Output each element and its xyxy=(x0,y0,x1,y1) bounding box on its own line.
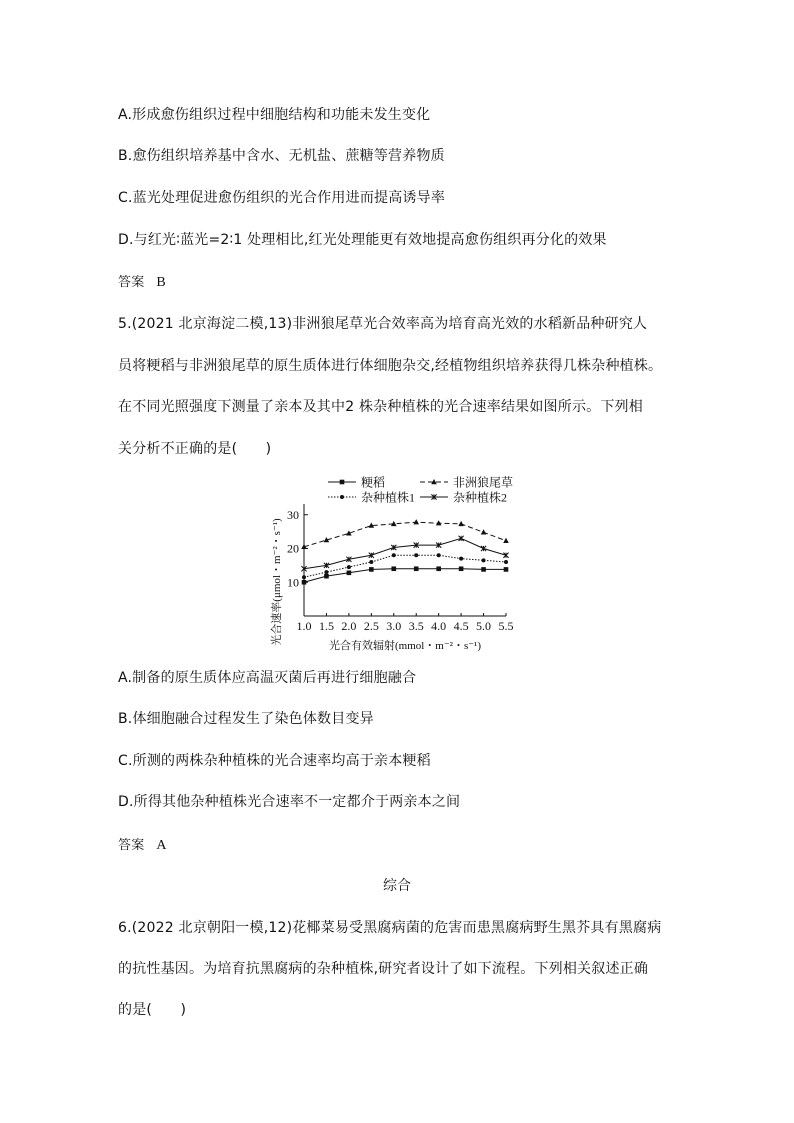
series-line xyxy=(304,522,506,547)
data-point xyxy=(414,553,418,557)
section-title: 综合 xyxy=(383,878,411,894)
data-point xyxy=(340,480,345,485)
x-tick-label: 2.0 xyxy=(341,619,357,633)
photosynthesis-line-chart xyxy=(262,470,524,658)
chart-series xyxy=(301,519,509,584)
question-6-line-3: 的是( ) xyxy=(118,1002,187,1018)
data-point xyxy=(369,567,374,572)
answer-row xyxy=(118,272,166,293)
series-4 xyxy=(301,536,508,572)
y-axis-label: 光合速率(μmol・m⁻²・s⁻¹) xyxy=(271,518,283,646)
q5-option-a-text: A.制备的原生质体应高温灭菌后再进行细胞融合 xyxy=(118,670,417,686)
data-point xyxy=(458,521,464,526)
data-point xyxy=(413,519,419,524)
q5-option-b-text: B.体细胞融合过程发生了染色体数目变异 xyxy=(118,711,374,727)
data-point xyxy=(481,546,486,551)
data-point xyxy=(340,495,344,499)
data-point xyxy=(459,557,463,561)
x-tick-label: 2.5 xyxy=(363,619,379,633)
data-point xyxy=(324,570,328,574)
question-5-line-4: 关分析不正确的是( ) xyxy=(118,441,272,457)
x-tick-label: 3.5 xyxy=(408,619,424,633)
data-point xyxy=(347,571,352,576)
x-tick-label: 3.0 xyxy=(386,619,402,633)
question-5-line-3: 在不同光照强度下测量了亲本及其中2 株杂种植株的光合速率结果如图所示。下列相 xyxy=(118,399,643,415)
option-a-text: A.形成愈伤组织过程中细胞结构和功能未发生变化 xyxy=(118,107,431,123)
option-b-text: B.愈伤组织培养基中含水、无机盐、蔗糖等营养物质 xyxy=(118,148,445,164)
option-d-text: D.与红光∶蓝光=2∶1 处理相比,红光处理能更有效地提高愈伤组织再分化的效果 xyxy=(118,232,607,248)
data-point xyxy=(324,574,329,579)
legend-label: 杂种植株1 xyxy=(361,490,416,505)
answer-label: 答案 xyxy=(118,275,145,290)
data-point xyxy=(482,558,486,562)
series-1 xyxy=(302,566,509,584)
data-point xyxy=(302,580,307,585)
y-tick-label: 30 xyxy=(287,507,299,522)
series-line xyxy=(304,555,506,577)
q5-answer-value: A xyxy=(156,838,167,853)
data-point xyxy=(503,553,508,558)
data-point xyxy=(302,575,306,579)
y-tick-label: 10 xyxy=(287,575,299,590)
data-point xyxy=(392,553,396,557)
data-point xyxy=(391,521,397,526)
data-point xyxy=(481,567,486,572)
data-point xyxy=(459,536,464,541)
data-point xyxy=(347,565,351,569)
data-point xyxy=(436,566,441,571)
series-2 xyxy=(301,519,509,549)
question-6-line-2: 的抗性基因。为培育抗黑腐病的杂种植株,研究者设计了如下流程。下列相关叙述正确 xyxy=(118,961,649,977)
series-line xyxy=(304,538,506,568)
option-c-text: C.蓝光处理促进愈伤组织的光合作用进而提高诱导率 xyxy=(118,190,446,206)
legend-label: 杂种植株2 xyxy=(453,490,508,505)
data-point xyxy=(437,553,441,557)
x-axis-label: 光合有效辐射(mmol・m⁻²・s⁻¹) xyxy=(328,640,482,652)
legend-item-4 xyxy=(420,490,507,505)
x-tick-label: 5.0 xyxy=(476,619,492,633)
data-point xyxy=(369,560,373,564)
legend-item-3 xyxy=(328,490,415,505)
data-point xyxy=(504,567,509,572)
q5-option-c-text: C.所测的两株杂种植株的光合速率均高于亲本粳稻 xyxy=(118,753,431,769)
q5-answer-label: 答案 xyxy=(118,838,145,853)
legend-label: 非洲狼尾草 xyxy=(453,475,514,490)
x-tick-label: 4.5 xyxy=(453,619,469,633)
x-tick-label: 4.0 xyxy=(431,619,447,633)
x-tick-label: 5.5 xyxy=(498,619,514,633)
y-tick-label: 20 xyxy=(287,541,299,556)
question-6-line-1: 6.(2022 北京朝阳一模,12)花椰菜易受黑腐病菌的危害而患黑腐病野生黑芥具有黑腐病 xyxy=(118,920,662,936)
data-point xyxy=(414,566,419,571)
data-point xyxy=(503,538,509,543)
data-point xyxy=(459,566,464,571)
chart-legend xyxy=(328,475,513,505)
legend-item-2 xyxy=(420,475,513,490)
question-5-line-2: 员将粳稻与非洲狼尾草的原生质体进行体细胞杂交,经植物组织培养获得几株杂种植株。 xyxy=(118,358,663,374)
data-point xyxy=(481,529,487,534)
data-point xyxy=(391,566,396,571)
x-tick-label: 1.0 xyxy=(296,619,312,633)
q5-option-d-text: D.所得其他杂种植株光合速率不一定都介于两亲本之间 xyxy=(118,794,461,810)
answer-value: B xyxy=(156,275,166,290)
legend-label: 粳稻 xyxy=(361,475,386,490)
legend-item-1 xyxy=(328,475,385,490)
data-point xyxy=(504,560,508,564)
question-5-line-1: 5.(2021 北京海淀二模,13)非洲狼尾草光合效率高为培育高光效的水稻新品种研究人 xyxy=(118,316,648,332)
q5-answer-row xyxy=(118,835,167,856)
x-tick-label: 1.5 xyxy=(318,619,334,633)
